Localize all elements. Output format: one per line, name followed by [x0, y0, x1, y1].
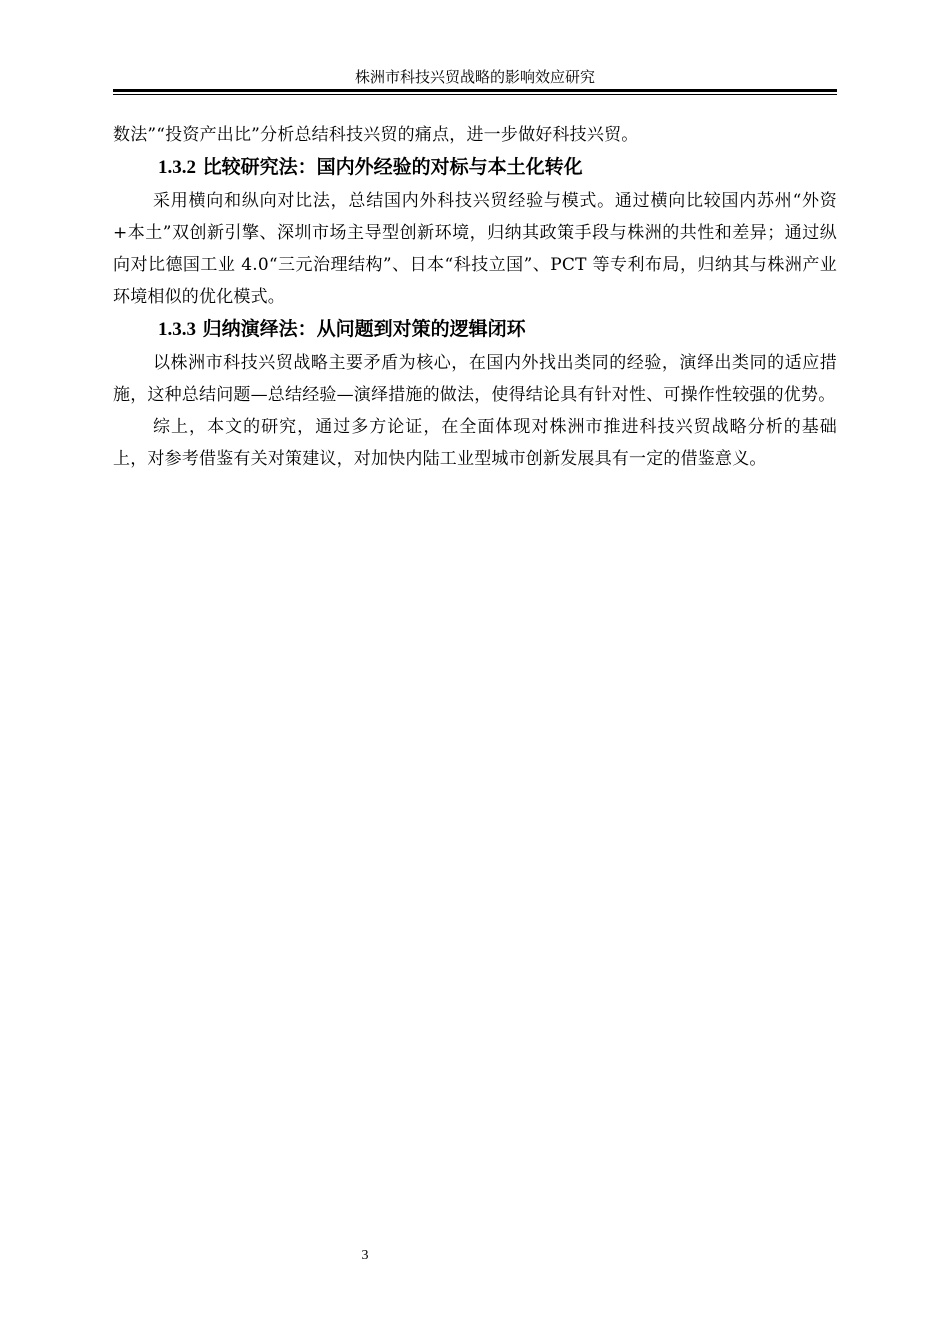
paragraph-comparative-method: 采用横向和纵向对比法，总结国内外科技兴贸经验与模式。通过横向比较国内苏州“外资+本土”双创新引擎、深圳市场主导型创新环境，归纳其政策手段与株洲的共性和差异；通过纵向对比德国工业 4.0“三元治理结构”、日本“科技立国”、PCT 等专利布局，归纳其与株洲产业环境相似的优化模式。 [113, 191, 837, 307]
section-title: 归纳演绎法：从问题到对策的逻辑闭环 [202, 318, 526, 340]
header-rule-thick [113, 89, 837, 92]
running-header-title: 株洲市科技兴贸战略的影响效应研究 [354, 68, 595, 86]
section-heading-1-3-2 [113, 151, 837, 185]
paragraph-summary: 综上，本文的研究，通过多方论证，在全面体现对株洲市推进科技兴贸战略分析的基础上，对参考借鉴有关对策建议，对加快内陆工业型城市创新发展具有一定的借鉴意义。 [113, 417, 837, 469]
page-body [113, 119, 837, 475]
section-title: 比较研究法：国内外经验的对标与本土化转化 [202, 156, 583, 178]
section-heading-1-3-3 [113, 313, 837, 347]
section-number: 1.3.2 [158, 157, 196, 178]
header-rule-thin [113, 94, 837, 95]
section-number: 1.3.3 [158, 319, 196, 340]
page-number: 3 [361, 1248, 369, 1263]
paragraph-continued: 数法”“投资产出比”分析总结科技兴贸的痛点，进一步做好科技兴贸。 [113, 125, 639, 145]
paragraph-inductive-method: 以株洲市科技兴贸战略主要矛盾为核心，在国内外找出类同的经验，演绎出类同的适应措施，这种总结问题—总结经验—演绎措施的做法，使得结论具有针对性、可操作性较强的优势。 [113, 353, 837, 405]
